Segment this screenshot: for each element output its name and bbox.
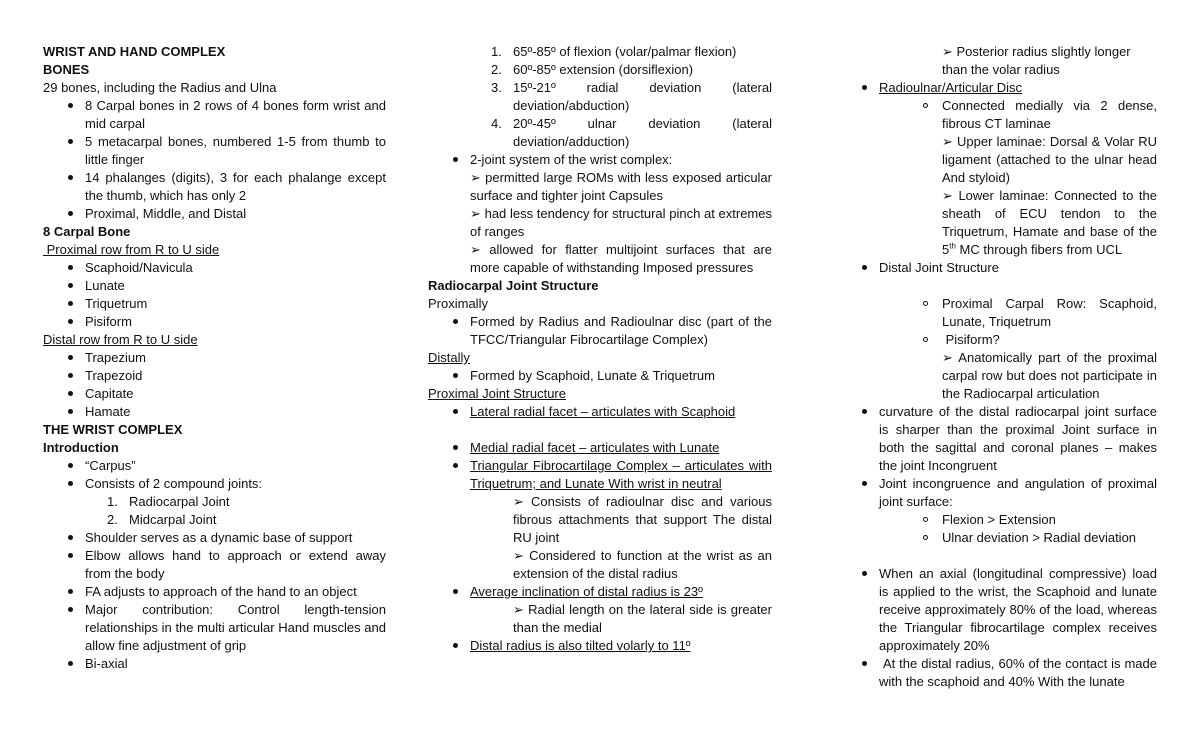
column-1: [43, 43, 386, 673]
list-item: 14 phalanges (digits), 3 for each phalange except the thumb, which has only 2: [85, 170, 386, 203]
radiocarpal-heading: Radiocarpal Joint Structure: [428, 278, 599, 293]
list-item: Formed by Radius and Radioulnar disc (part of the TFCC/Triangular Fibrocartilage Complex): [470, 314, 772, 347]
list-item: Hamate: [85, 403, 386, 421]
list-item: Triquetrum: [85, 295, 386, 313]
list-item: Joint incongruence and angulation of proximal joint surface:: [879, 476, 1157, 509]
intro-heading: Introduction: [43, 440, 119, 455]
list-item: Lateral radial facet – articulates with Scaphoid: [470, 403, 772, 421]
carpal-heading: 8 Carpal Bone: [43, 224, 131, 239]
list-item: 1. Radiocarpal Joint: [107, 494, 230, 509]
arrow-point: ➢ Anatomically part of the proximal carpal row but does not participate in the Radiocarpal articulation: [942, 350, 1157, 401]
list-item: 8 Carpal bones in 2 rows of 4 bones form wrist and mid carpal: [85, 98, 386, 131]
proximally-label: Proximally: [428, 296, 488, 311]
list-item: At the distal radius, 60% of the contact is made with the scaphoid and 40% With the lunate: [879, 656, 1161, 689]
list-item: 1. 65º-85º of flexion (volar/palmar flexion): [491, 44, 737, 59]
list-item: Major contribution: Control length-tension relationships in the multi articular Hand muscles and allow fine adjustment of grip: [85, 602, 386, 653]
list-item: Trapezoid: [85, 367, 386, 385]
arrow-point: ➢ permitted large ROMs with less exposed articular surface and tighter joint Capsules: [470, 170, 772, 203]
list-item: Proximal, Middle, and Distal: [85, 205, 386, 223]
spacer: [837, 277, 1157, 295]
arrow-point: ➢ Upper laminae: Dorsal & Volar RU ligament (attached to the ulnar head And styloid): [942, 134, 1157, 185]
list-item: Capitate: [85, 385, 386, 403]
list-item: Distal radius is also tilted volarly to 11º: [470, 637, 772, 655]
list-item: Lunate: [85, 277, 386, 295]
list-item: 2. Midcarpal Joint: [107, 512, 217, 527]
list-item: Connected medially via 2 dense, fibrous CT laminae: [942, 98, 1157, 131]
list-item: Scaphoid/Navicula: [85, 259, 386, 277]
list-item: 3. 15º-21º radial deviation (lateral deviation/abduction): [491, 80, 772, 113]
list-item: Medial radial facet – articulates with Lunate: [470, 439, 772, 457]
distally-label: Distally: [428, 350, 470, 365]
list-item: Proximal Carpal Row: Scaphoid, Lunate, Triquetrum: [942, 296, 1157, 329]
list-item: FA adjusts to approach of the hand to an object: [85, 583, 386, 601]
arrow-point: ➢ Lower laminae: Connected to the sheath of ECU tendon to the Triquetrum, Hamate and base of the 5th MC through fibers from UCL: [942, 188, 1157, 257]
bones-heading: BONES: [43, 62, 90, 77]
list-item: Average inclination of distal radius is 23º: [470, 583, 772, 601]
list-item: Triangular Fibrocartilage Complex – articulates with Triquetrum; and Lunate With wrist in neutral: [470, 458, 772, 491]
list-item: Elbow allows hand to approach or extend away from the body: [85, 548, 386, 581]
distal-row-label: Distal row from R to U side: [43, 332, 198, 347]
arrow-point: ➢ had less tendency for structural pinch at extremes of ranges: [470, 206, 772, 239]
doc-title: WRIST AND HAND COMPLEX: [43, 44, 226, 59]
spacer: [837, 547, 1157, 565]
list-item: 4. 20º-45º ulnar deviation (lateral deviation/adduction): [491, 116, 772, 149]
bones-intro: 29 bones, including the Radius and Ulna: [43, 80, 277, 95]
list-item: curvature of the distal radiocarpal joint surface is sharper than the proximal Joint surface in both the sagittal and coronal planes – makes the joint Incongruent: [879, 404, 1157, 473]
list-item: Pisiform: [85, 313, 386, 331]
proximal-row-label: Proximal row from R to U side: [43, 242, 220, 257]
list-item: 2. 60º-85º extension (dorsiflexion): [491, 62, 694, 77]
list-item: 5 metacarpal bones, numbered 1-5 from thumb to little finger: [85, 134, 386, 167]
list-item: Distal Joint Structure: [879, 259, 1157, 277]
list-item: 2-joint system of the wrist complex:: [470, 151, 772, 169]
arrow-point: ➢ Radial length on the lateral side is greater than the medial: [513, 602, 772, 635]
list-item: Consists of 2 compound joints:: [85, 475, 386, 493]
proximal-joint-heading: Proximal Joint Structure: [428, 386, 566, 401]
list-item: Bi-axial: [85, 655, 386, 673]
column-3: [837, 43, 1161, 691]
list-item: Pisiform?: [942, 331, 1157, 349]
list-item: Trapezium: [85, 349, 386, 367]
wrist-heading: THE WRIST COMPLEX: [43, 422, 183, 437]
list-item: Shoulder serves as a dynamic base of support: [85, 529, 386, 547]
list-item: Formed by Scaphoid, Lunate & Triquetrum: [470, 367, 772, 385]
arrow-point: ➢ Posterior radius slightly longer than the volar radius: [942, 44, 1131, 77]
column-2: [428, 43, 772, 655]
arrow-point: ➢ allowed for flatter multijoint surfaces that are more capable of withstanding Imposed pressures: [470, 242, 772, 275]
arrow-point: ➢ Considered to function at the wrist as an extension of the distal radius: [513, 548, 772, 581]
list-item: Radioulnar/Articular Disc: [879, 79, 1157, 97]
list-item: Ulnar deviation > Radial deviation: [942, 529, 1157, 547]
spacer: [428, 421, 772, 439]
list-item: Flexion > Extension: [942, 511, 1157, 529]
list-item: When an axial (longitudinal compressive) load is applied to the wrist, the Scaphoid and lunate receive approximately 80% of the load, whereas the Triangular fibrocartilage complex receives approximately 20%: [879, 566, 1157, 653]
list-item: “Carpus”: [85, 457, 386, 475]
arrow-point: ➢ Consists of radioulnar disc and various fibrous attachments that support The distal RU joint: [513, 494, 772, 545]
